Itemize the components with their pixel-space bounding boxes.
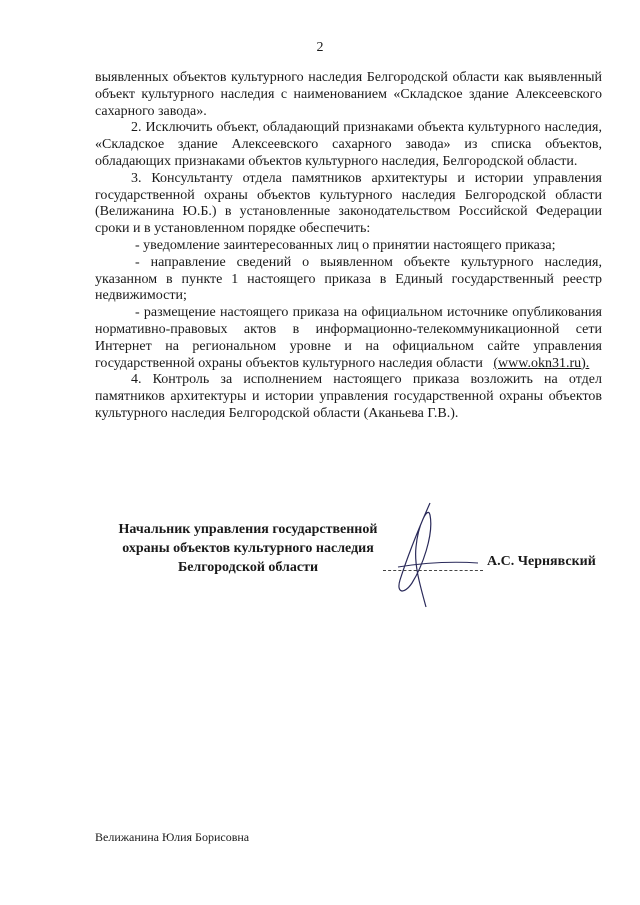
document-body bbox=[95, 70, 602, 423]
bullet-registry: - направление сведений о выявленном объекте культурного наследия, указанном в пункте 1 настоящего приказа в Единый государственный реестр недвижимости; bbox=[95, 254, 602, 304]
executor-name: Велижанина Юлия Борисовна bbox=[95, 830, 250, 844]
bullet-publication-text: - размещение настоящего приказа на официальном источнике опубликования нормативно-правовых актов в информационно-телекоммуникационной сети Интернет на региональном уровне и на официальном сайте управления государственной охраны объектов культурного наследия области bbox=[95, 305, 602, 371]
signature-line bbox=[383, 570, 483, 571]
signatory-title-line-1: Начальник управления государственной bbox=[118, 522, 378, 537]
signatory-name: А.С. Чернявский bbox=[487, 554, 596, 569]
paragraph-2: 2. Исключить объект, обладающий признаками объекта культурного наследия, «Складское здание Алексеевского сахарного завода» из списка объектов, обладающих признаками объектов культурного наследия, Белгородской области. bbox=[95, 120, 602, 169]
paragraph-3: 3. Консультанту отдела памятников архитектуры и истории управления государственной охраны объектов культурного наследия Белгородской области (Велижанина Ю.Б.) в установленные законодательством Российской Федерации сроки и в установленном порядке обеспечить: bbox=[95, 170, 602, 237]
handwritten-signature-icon bbox=[378, 495, 488, 615]
page-number: 2 bbox=[316, 40, 324, 55]
signatory-title-line-3: Белгородской области bbox=[177, 560, 319, 575]
bullet-notification: - уведомление заинтересованных лиц о принятии настоящего приказа; bbox=[135, 237, 556, 253]
bullet-publication bbox=[95, 305, 602, 372]
paragraph-1-continuation: выявленных объектов культурного наследия Белгородской области как выявленный объект культурного наследия с наименованием «Складское здание Алексеевского сахарного завода». bbox=[95, 70, 602, 119]
signatory-title-line-2: охраны объектов культурного наследия bbox=[122, 541, 374, 556]
paragraph-4: 4. Контроль за исполнением настоящего приказа возложить на отдел памятников архитектуры и истории управления государственной охраны объектов культурного наследия Белгородской области (Аканьева Г.В.). bbox=[95, 372, 602, 421]
signatory-title bbox=[98, 520, 398, 577]
website-link[interactable]: (www.okn31.ru). bbox=[493, 355, 590, 371]
